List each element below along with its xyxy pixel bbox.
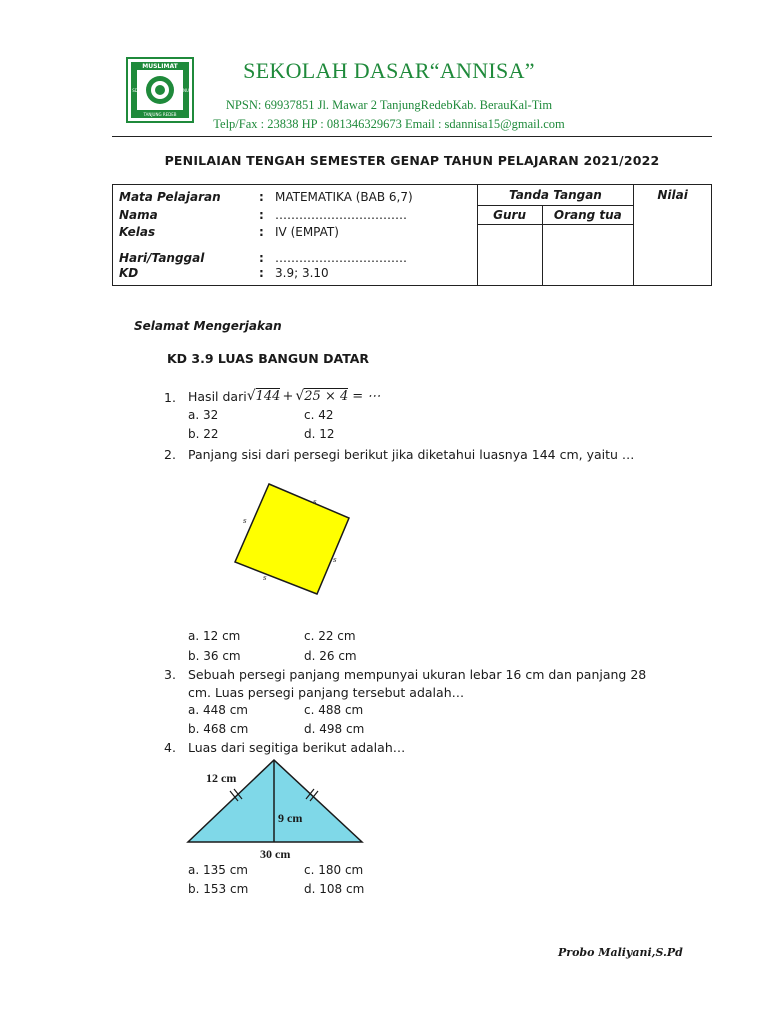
value-class: IV (EMPAT) <box>275 225 339 239</box>
question-number: 2. <box>164 447 176 462</box>
parent-signature-cell <box>542 225 634 286</box>
radicand-2: 25 × 4 <box>304 389 349 404</box>
teacher-col-header: Guru <box>477 206 542 225</box>
option-c: c. 180 cm <box>304 863 364 877</box>
colon: : <box>259 208 264 222</box>
value-day-date: …………………………… <box>275 251 407 265</box>
option-c: c. 22 cm <box>304 629 356 643</box>
logo-text-right: NU <box>183 88 189 93</box>
question-number: 3. <box>164 667 176 682</box>
colon: : <box>259 251 264 265</box>
side-label: s <box>333 556 337 564</box>
score-header: Nilai <box>634 185 712 286</box>
colon: : <box>259 190 264 204</box>
option-b: b. 22 <box>188 427 219 441</box>
exam-title: PENILAIAN TENGAH SEMESTER GENAP TAHUN PELAJARAN 2021/2022 <box>164 153 660 168</box>
school-contact: Telp/Fax : 23838 HP : 081346329673 Email : sdannisa15@gmail.com <box>213 117 565 131</box>
option-b: b. 468 cm <box>188 722 249 736</box>
side-label: s <box>243 517 247 525</box>
label-class: Kelas <box>119 225 156 239</box>
question-3-text-line1: Sebuah persegi panjang mempunyai ukuran lebar 16 cm dan panjang 28 <box>188 667 647 682</box>
signature-header: Tanda Tangan <box>477 185 634 206</box>
question-number: 1. <box>164 390 176 405</box>
author-signature: Probo Maliyani,S.Pd <box>558 946 683 959</box>
option-d: d. 498 cm <box>304 722 365 736</box>
option-a: a. 448 cm <box>188 703 248 717</box>
colon: : <box>259 225 264 239</box>
school-logo <box>126 57 194 123</box>
option-d: d. 108 cm <box>304 882 365 896</box>
height-label: 9 cm <box>278 811 303 825</box>
question-3-text-line2: cm. Luas persegi panjang tersebut adalah… <box>188 685 465 700</box>
option-a: a. 135 cm <box>188 863 248 877</box>
label-subject: Mata Pelajaran <box>119 190 221 204</box>
option-b: b. 153 cm <box>188 882 249 896</box>
option-a: a. 32 <box>188 408 219 422</box>
question-1-text <box>188 388 380 404</box>
header-divider <box>112 136 712 137</box>
school-address: NPSN: 69937851 Jl. Mawar 2 TanjungRedebKab. BerauKal-Tim <box>225 98 553 112</box>
triangle-figure <box>182 757 368 865</box>
info-fields <box>113 185 478 286</box>
school-name: SEKOLAH DASAR“ANNISA” <box>243 58 535 83</box>
teacher-signature-cell <box>477 225 542 286</box>
question-number: 4. <box>164 740 176 755</box>
option-a: a. 12 cm <box>188 629 241 643</box>
label-name: Nama <box>119 208 158 222</box>
side-label: s <box>313 498 317 506</box>
colon: : <box>259 266 264 280</box>
option-d: d. 26 cm <box>304 649 357 663</box>
value-subject: MATEMATIKA (BAB 6,7) <box>275 190 413 204</box>
square-figure <box>228 478 354 600</box>
value-kd: 3.9; 3.10 <box>275 266 329 280</box>
base-label: 30 cm <box>260 847 291 861</box>
question-2-text: Panjang sisi dari persegi berikut jika diketahui luasnya 144 cm, yaitu … <box>188 447 635 462</box>
logo-text-top: MUSLIMAT <box>142 63 178 70</box>
label-day-date: Hari/Tanggal <box>119 251 205 265</box>
sqrt-icon: √ <box>246 388 256 404</box>
label-kd: KD <box>119 266 139 280</box>
side-length-label: 12 cm <box>206 771 237 785</box>
value-name: …………………………… <box>275 208 407 222</box>
question-1-prefix: Hasil dari <box>188 388 247 404</box>
logo-text-left: SD <box>132 88 138 93</box>
parent-col-header: Orang tua <box>542 206 634 225</box>
logo-text-bottom: TANJUNG REDEB <box>143 112 177 117</box>
option-c: c. 42 <box>304 408 334 422</box>
sqrt-icon: √ <box>295 388 305 404</box>
student-info-table <box>112 184 712 286</box>
option-b: b. 36 cm <box>188 649 241 663</box>
greeting: Selamat Mengerjakan <box>134 319 282 333</box>
plus-sign: + <box>282 388 294 404</box>
question-4-text: Luas dari segitiga berikut adalah… <box>188 740 406 755</box>
equals-ellipsis: = ⋯ <box>352 388 381 404</box>
section-title: KD 3.9 LUAS BANGUN DATAR <box>167 351 370 366</box>
option-c: c. 488 cm <box>304 703 364 717</box>
side-label: s <box>263 574 267 582</box>
radicand-1: 144 <box>255 389 281 404</box>
option-d: d. 12 <box>304 427 335 441</box>
